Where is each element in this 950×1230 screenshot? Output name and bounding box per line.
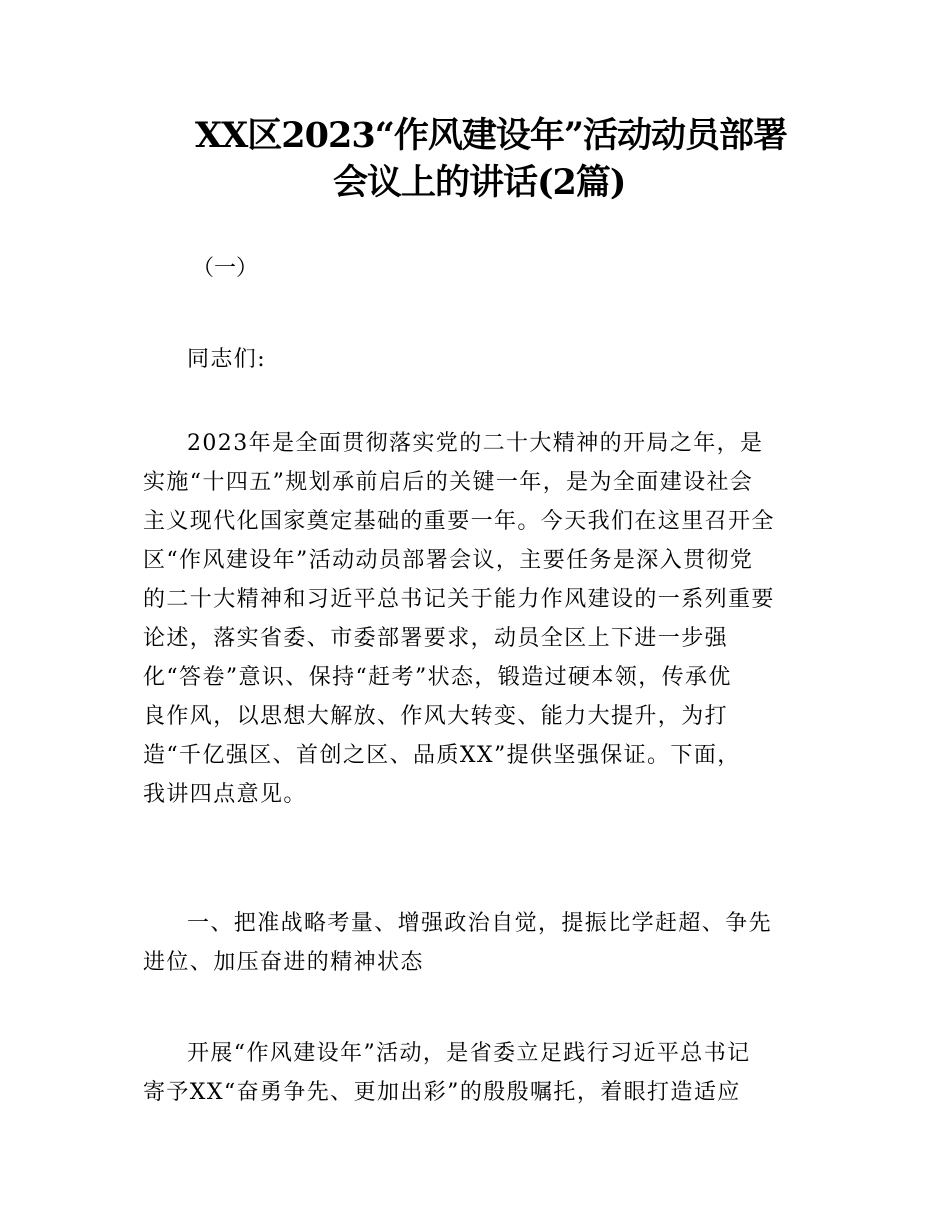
- section-number: （一）: [192, 256, 259, 281]
- salutation: 同志们:: [187, 347, 267, 372]
- document-title: [0, 112, 950, 206]
- paragraph-2: [143, 1034, 811, 1112]
- paragraph-line: 化“答卷”意识、保持“赶考”状态，锻造过硬本领，传承优: [143, 665, 732, 690]
- paragraph-line: 主义现代化国家奠定基础的重要一年。今天我们在这里召开全: [143, 509, 775, 534]
- paragraph-line: 我讲四点意见。: [143, 782, 307, 807]
- paragraph-line: 的二十大精神和习近平总书记关于能力作风建设的一系列重要: [143, 587, 775, 612]
- paragraph-line: 实施“十四五”规划承前启后的关键一年，是为全面建设社会: [143, 470, 754, 495]
- paragraph-line: 寄予XX“奋勇争先、更加出彩”的殷殷嘱托，着眼打造适应: [143, 1080, 741, 1105]
- title-line-2: 会议上的讲话(2篇): [333, 162, 626, 203]
- heading-line: 进位、加压奋进的精神状态: [143, 950, 424, 975]
- paragraph-line: 良作风，以思想大解放、作风大转变、能力大提升，为打: [143, 704, 729, 729]
- paragraph-line: 论述，落实省委、市委部署要求，动员全区上下进一步强: [143, 626, 729, 651]
- title-line-1: XX区2023“作风建设年”活动动员部署: [195, 115, 787, 156]
- section-heading-1: [143, 904, 811, 982]
- paragraph-line: 开展“作风建设年”活动，是省委立足践行习近平总书记: [187, 1041, 751, 1066]
- paragraph-line: 造“千亿强区、首创之区、品质XX”提供坚强保证。下面，: [143, 743, 741, 768]
- paragraph-line: 2023年是全面贯彻落实党的二十大精神的开局之年，是: [187, 431, 764, 456]
- paragraph-line: 区“作风建设年”活动动员部署会议，主要任务是深入贯彻党: [143, 548, 754, 573]
- heading-line: 一、把准战略考量、增强政治自觉，提振比学赶超、争先: [187, 911, 773, 936]
- paragraph-1: [143, 424, 811, 814]
